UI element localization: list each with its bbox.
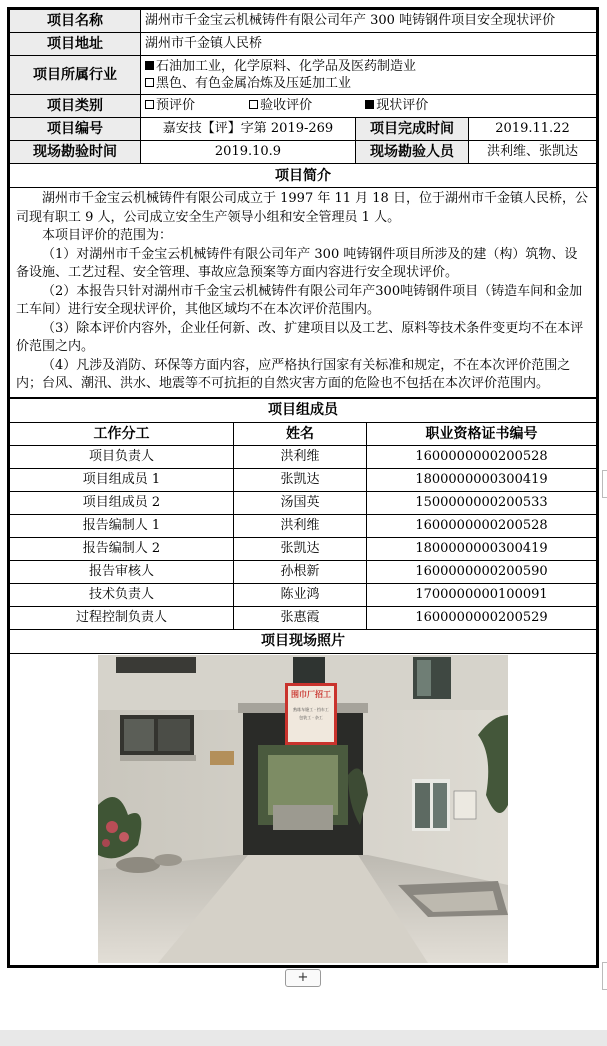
row-survey	[10, 141, 597, 164]
checkbox-checked-icon	[365, 100, 374, 109]
sign-title: 围巾厂招工	[291, 690, 331, 699]
table-row	[10, 606, 597, 629]
member-role: 过程控制负责人	[10, 606, 234, 629]
bottom-bar	[0, 1030, 607, 1046]
photo-title: 项目现场照片	[10, 629, 597, 653]
value-project-name: 湖州市千金宝云机械铸件有限公司年产 300 吨铸钢件项目安全现状评价	[141, 10, 597, 33]
sign-line: 熟练车缝工 · 挡车工	[293, 707, 329, 712]
table-row	[10, 468, 597, 491]
category-option-3	[365, 98, 428, 113]
value-project-address: 湖州市千金镇人民桥	[141, 33, 597, 56]
category-option-1	[145, 95, 245, 117]
add-button[interactable]: +	[285, 969, 321, 987]
member-cert: 1600000000200529	[367, 606, 597, 629]
value-category	[141, 95, 597, 118]
member-name: 陈业鸿	[234, 583, 367, 606]
sign-line: 包装工 · 杂工	[299, 715, 323, 720]
value-completion-time: 2019.11.22	[469, 118, 597, 141]
info-table	[9, 9, 597, 398]
member-role: 项目组成员 1	[10, 468, 234, 491]
row-project-no	[10, 118, 597, 141]
category-option-3-text: 现状评价	[376, 98, 429, 113]
header-role: 工作分工	[10, 422, 234, 445]
checkbox-empty-icon	[145, 100, 154, 109]
label-project-name: 项目名称	[10, 10, 141, 33]
member-name: 张凯达	[234, 468, 367, 491]
industry-option-1	[145, 58, 592, 75]
table-row	[10, 514, 597, 537]
label-project-no: 项目编号	[10, 118, 141, 141]
label-industry: 项目所属行业	[10, 56, 141, 95]
intro-paragraph: 湖州市千金宝云机械铸件有限公司成立于 1997 年 11 月 18 日，位于湖州市千金镇人民桥，公司现有职工 9 人，公司成立安全生产领导小组和安全管理员 1 人。	[16, 191, 588, 225]
member-cert: 1700000000100091	[367, 583, 597, 606]
value-survey-staff: 洪利维、张凯达	[469, 141, 597, 164]
member-role: 报告编制人 2	[10, 537, 234, 560]
category-option-2-text: 验收评价	[260, 98, 313, 113]
scroll-edge-handle[interactable]	[602, 962, 607, 990]
table-row	[10, 537, 597, 560]
intro-title: 项目简介	[10, 164, 597, 188]
label-project-address: 项目地址	[10, 33, 141, 56]
header-name: 姓名	[234, 422, 367, 445]
member-cert: 1600000000200528	[367, 514, 597, 537]
member-cert: 1800000000300419	[367, 468, 597, 491]
row-project-address	[10, 33, 597, 56]
scroll-edge-handle[interactable]	[602, 470, 607, 498]
table-row	[10, 491, 597, 514]
member-role: 项目组成员 2	[10, 491, 234, 514]
member-name: 张凯达	[234, 537, 367, 560]
intro-paragraph: （3）除本评价内容外，企业任何新、改、扩建项目以及工艺、原料等技术条件变更均不在本评价范围之内。	[16, 320, 584, 354]
intro-paragraph: （2）本报告只针对湖州市千金宝云机械铸件有限公司年产300吨铸钢件项目（铸造车间和金加工车间）进行安全现状评价，其他区域均不在本次评价范围内。	[16, 283, 583, 317]
report-sheet	[7, 7, 599, 968]
checkbox-empty-icon	[145, 78, 154, 87]
label-completion-time: 项目完成时间	[356, 118, 469, 141]
member-role: 项目负责人	[10, 445, 234, 468]
member-name: 孙根新	[234, 560, 367, 583]
member-cert: 1800000000300419	[367, 537, 597, 560]
industry-option-2	[145, 75, 592, 92]
row-industry	[10, 56, 597, 95]
value-survey-time: 2019.10.9	[141, 141, 356, 164]
member-name: 汤国英	[234, 491, 367, 514]
members-table	[9, 398, 597, 966]
intro-paragraph: （4）凡涉及消防、环保等方面内容，应严格执行国家有关标准和规定，不在本次评价范围之内；台风、潮汛、洪水、地震等不可抗拒的自然灾害方面的危险也不包括在本次评价范围内。	[16, 357, 571, 391]
category-option-1-text: 预评价	[156, 98, 196, 113]
checkbox-checked-icon	[145, 61, 154, 70]
member-role: 技术负责人	[10, 583, 234, 606]
category-option-2	[249, 95, 361, 117]
industry-option-2-text: 黑色、有色金属冶炼及压延加工业	[156, 76, 352, 91]
members-header-row	[10, 422, 597, 445]
label-survey-staff: 现场勘验人员	[356, 141, 469, 164]
intro-paragraph: 本项目评价的范围为：	[42, 228, 173, 243]
member-cert: 1500000000200533	[367, 491, 597, 514]
label-survey-time: 现场勘验时间	[10, 141, 141, 164]
value-project-no: 嘉安技【评】字第 2019-269	[141, 118, 356, 141]
header-cert: 职业资格证书编号	[367, 422, 597, 445]
site-photo	[98, 655, 508, 963]
label-category: 项目类别	[10, 95, 141, 118]
table-row	[10, 560, 597, 583]
members-title: 项目组成员	[10, 398, 597, 422]
table-row	[10, 445, 597, 468]
member-name: 洪利维	[234, 445, 367, 468]
table-row	[10, 583, 597, 606]
member-cert: 1600000000200528	[367, 445, 597, 468]
member-role: 报告编制人 1	[10, 514, 234, 537]
row-category	[10, 95, 597, 118]
row-project-name	[10, 10, 597, 33]
intro-paragraph: （1）对湖州市千金宝云机械铸件有限公司年产 300 吨铸钢件项目所涉及的建（构）筑物、设备设施、工艺过程、安全管理、事故应急预案等方面内容进行安全现状评价。	[16, 246, 578, 280]
photo-cell	[10, 653, 597, 965]
member-name: 洪利维	[234, 514, 367, 537]
industry-option-1-text: 石油加工业，化学原料、化学品及医药制造业	[156, 59, 417, 74]
member-name: 张惠霞	[234, 606, 367, 629]
checkbox-empty-icon	[249, 100, 258, 109]
member-cert: 1600000000200590	[367, 560, 597, 583]
intro-body	[10, 188, 597, 398]
member-role: 报告审核人	[10, 560, 234, 583]
value-industry	[141, 56, 597, 95]
